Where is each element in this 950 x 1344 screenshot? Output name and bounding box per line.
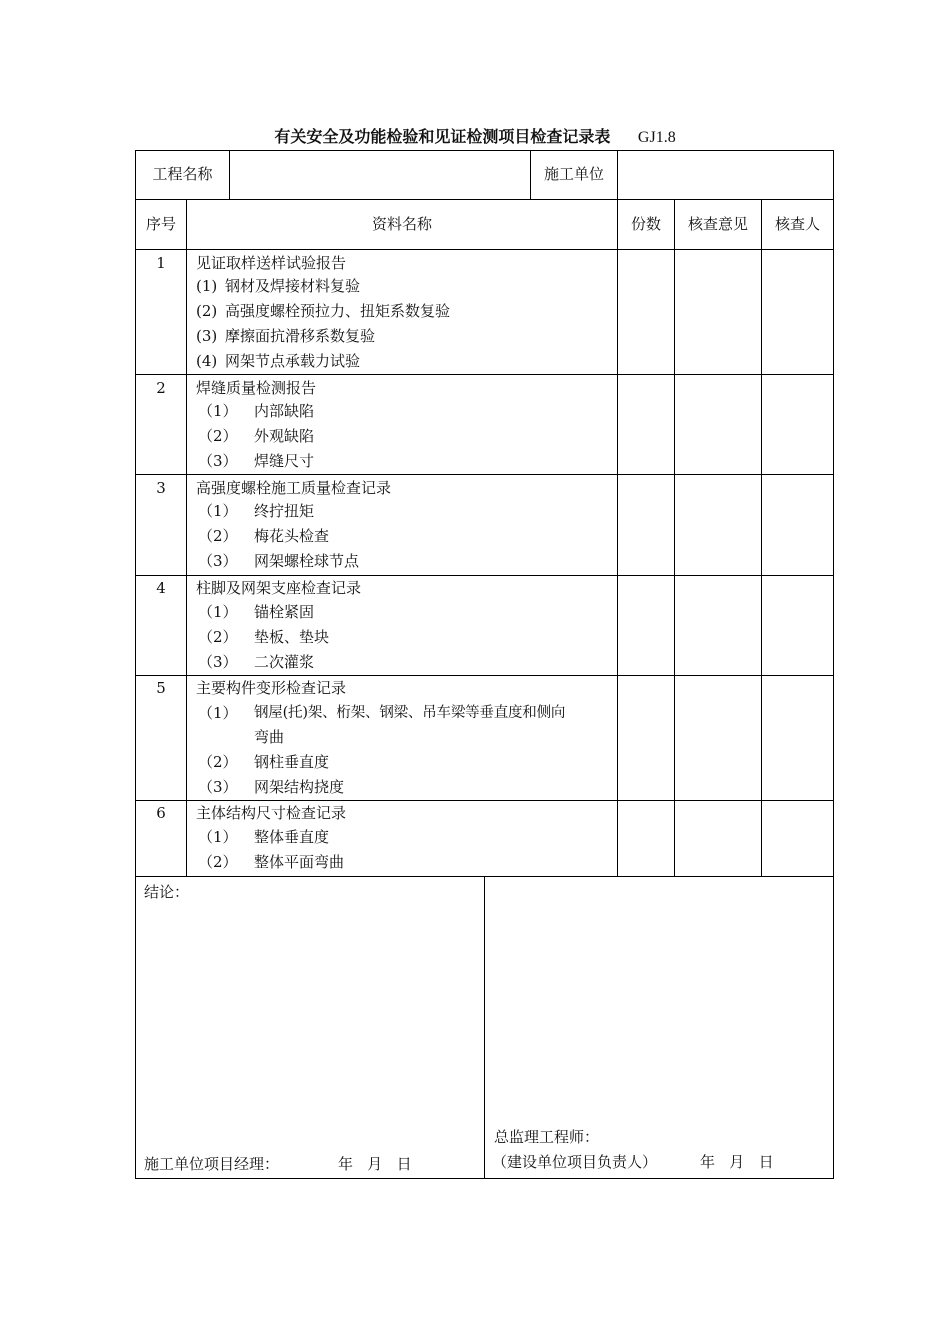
item-text: 钢材及焊接材料复验 bbox=[225, 277, 361, 295]
row-title: 柱脚及网架支座检查记录 bbox=[196, 579, 362, 597]
item-number: （2） bbox=[198, 427, 238, 445]
item-number: （1） bbox=[198, 828, 238, 846]
item-text: 内部缺陷 bbox=[254, 402, 315, 420]
page-title bbox=[0, 124, 950, 147]
row-title: 主要构件变形检查记录 bbox=[196, 679, 347, 697]
conclusion-label: 结论： bbox=[144, 883, 190, 901]
item-text: 网架节点承载力试验 bbox=[225, 352, 361, 370]
divider bbox=[135, 474, 834, 475]
project-name-label: 工程名称 bbox=[152, 165, 213, 183]
item-number: （2） bbox=[198, 853, 238, 871]
item-text: 锚栓紧固 bbox=[254, 603, 315, 621]
item-text-continued: 弯曲 bbox=[254, 728, 285, 746]
item-number: （3） bbox=[198, 452, 238, 470]
col-name: 资料名称 bbox=[371, 215, 432, 233]
col-seq: 序号 bbox=[145, 215, 176, 233]
divider bbox=[484, 876, 485, 1179]
contractor-field[interactable] bbox=[618, 164, 833, 184]
divider bbox=[617, 199, 618, 876]
row-title: 高强度螺栓施工质量检查记录 bbox=[196, 479, 392, 497]
col-opinion: 核查意见 bbox=[687, 215, 748, 233]
divider bbox=[135, 374, 834, 375]
item-number: （2） bbox=[198, 527, 238, 545]
contractor-sign-date: 年 月 日 bbox=[338, 1155, 412, 1173]
item-text: 钢屋(托)架、桁架、钢梁、吊车梁等垂直度和侧向 bbox=[254, 705, 566, 721]
chief-supervisor-label: 总监理工程师： bbox=[494, 1128, 600, 1146]
contractor-label: 施工单位 bbox=[543, 165, 604, 183]
project-name-field[interactable] bbox=[230, 164, 530, 184]
divider bbox=[135, 800, 834, 801]
row-seq: 2 bbox=[156, 379, 166, 397]
divider bbox=[135, 575, 834, 576]
col-copies: 份数 bbox=[630, 215, 661, 233]
divider bbox=[135, 249, 834, 250]
item-number: (1) bbox=[196, 277, 218, 295]
item-text: 梅花头检查 bbox=[254, 527, 330, 545]
item-text: 外观缺陷 bbox=[254, 427, 315, 445]
row-seq: 6 bbox=[156, 804, 166, 822]
item-number: （1） bbox=[198, 402, 238, 420]
row-seq: 4 bbox=[156, 579, 166, 597]
item-text: 焊缝尺寸 bbox=[254, 452, 315, 470]
owner-representative-label: （建设单位项目负责人） bbox=[492, 1153, 658, 1171]
item-text: 钢柱垂直度 bbox=[254, 753, 330, 771]
item-number: （3） bbox=[198, 778, 238, 796]
item-number: （3） bbox=[198, 552, 238, 570]
divider bbox=[135, 199, 834, 200]
item-number: (4) bbox=[196, 352, 218, 370]
item-text: 二次灌浆 bbox=[254, 653, 315, 671]
item-number: （2） bbox=[198, 753, 238, 771]
item-text: 整体垂直度 bbox=[254, 828, 330, 846]
item-number: （3） bbox=[198, 653, 238, 671]
divider bbox=[186, 199, 187, 876]
item-text: 网架结构挠度 bbox=[254, 778, 345, 796]
row-seq: 5 bbox=[156, 679, 166, 697]
supervisor-sign-date: 年 月 日 bbox=[700, 1153, 774, 1171]
item-number: (2) bbox=[196, 302, 218, 320]
form-code: GJ1.8 bbox=[637, 129, 676, 146]
item-text: 高强度螺栓预拉力、扭矩系数复验 bbox=[225, 302, 451, 320]
item-text: 摩擦面抗滑移系数复验 bbox=[225, 327, 376, 345]
conclusion-area[interactable] bbox=[136, 905, 483, 1135]
divider bbox=[674, 199, 675, 876]
col-checker: 核查人 bbox=[774, 215, 820, 233]
item-text: 整体平面弯曲 bbox=[254, 853, 345, 871]
item-number: （1） bbox=[198, 704, 238, 722]
item-number: （1） bbox=[198, 502, 238, 520]
row-title: 主体结构尺寸检查记录 bbox=[196, 804, 347, 822]
divider bbox=[761, 199, 762, 876]
row-title: 见证取样送样试验报告 bbox=[196, 254, 347, 272]
item-number: （2） bbox=[198, 628, 238, 646]
item-number: （1） bbox=[198, 603, 238, 621]
item-number: (3) bbox=[196, 327, 218, 345]
row-seq: 3 bbox=[156, 479, 166, 497]
row-seq: 1 bbox=[156, 254, 166, 272]
row-title: 焊缝质量检测报告 bbox=[196, 379, 317, 397]
divider bbox=[135, 675, 834, 676]
title-text: 有关安全及功能检验和见证检测项目检查记录表 bbox=[274, 127, 611, 146]
item-text: 垫板、垫块 bbox=[254, 628, 330, 646]
item-text: 终拧扭矩 bbox=[254, 502, 315, 520]
item-text: 网架螺栓球节点 bbox=[254, 552, 360, 570]
contractor-manager-label: 施工单位项目经理： bbox=[144, 1155, 280, 1173]
